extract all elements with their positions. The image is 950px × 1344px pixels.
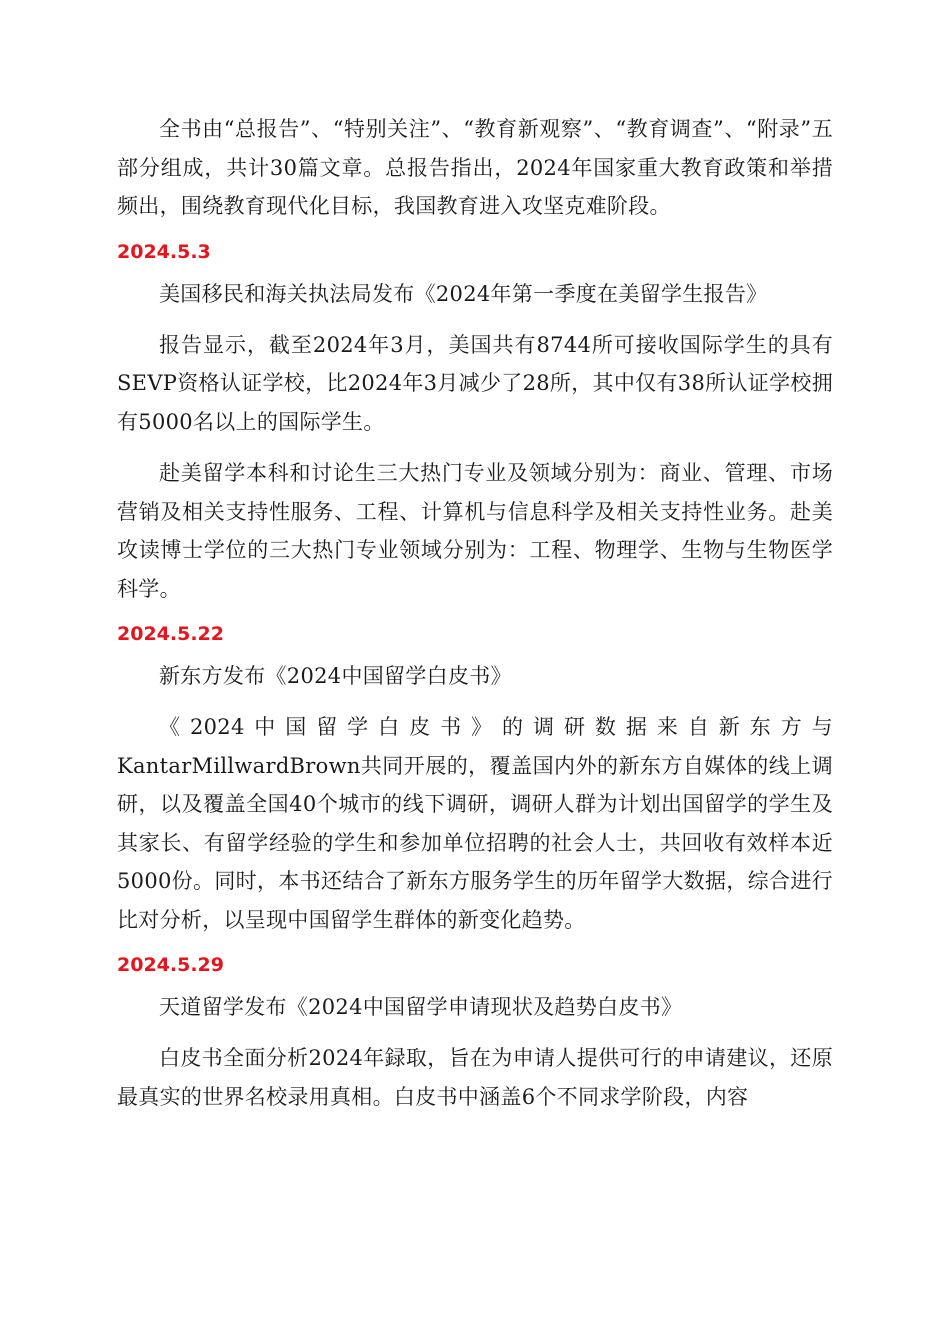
entry-paragraph: 《2024中国留学白皮书》的调研数据来自新东方与KantarMillwardBrown共同开展的，覆盖国内外的新东方自媒体的线上调研，以及覆盖全国40个城市的线下调研，调研人群为计划出国留学的学生及其家长、有留学经验的学生和参加单位招聘的社会人士，共回收有效样本近5000份。同时，本书还结合了新东方服务学生的历年留学大数据，综合进行比对分析，以呈现中国留学生群体的新变化趋势。: [117, 715, 833, 932]
entry-3: [117, 952, 833, 1116]
document-body: [117, 110, 833, 1129]
entry-headline: 新东方发布《2024中国留学白皮书》: [159, 664, 512, 688]
entry-headline: 天道留学发布《2024中国留学申请现状及趋势白皮书》: [159, 995, 683, 1019]
entry-paragraph: 赴美留学本科和讨论生三大热门专业及领域分别为：商业、管理、市场营销及相关支持性服务、工程、计算机与信息科学及相关支持性业务。赴美攻读博士学位的三大热门专业领域分别为：工程、物理学、生物与生物医学科学。: [117, 461, 833, 601]
entry-1: [117, 239, 833, 609]
entry-date: 2024.5.22: [117, 623, 224, 645]
entry-date: 2024.5.3: [117, 240, 211, 263]
entry-paragraph: 白皮书全面分析2024年録取，旨在为申请人提供可行的申请建议，还原最真实的世界名校录用真相。白皮书中涵盖6个不同求学阶段，内容: [117, 1046, 833, 1109]
entry-headline: 美国移民和海关执法局发布《2024年第一季度在美留学生报告》: [159, 281, 768, 306]
entry-2: [117, 621, 833, 939]
entry-date: 2024.5.29: [117, 954, 224, 976]
intro-paragraph: 全书由“总报告”、“特别关注”、“教育新观察”、“教育调查”、“附录”五部分组成，共计30篇文章。总报告指出，2024年国家重大教育政策和举措频出，围绕教育现代化目标，我国教育进入攻坚克难阶段。: [117, 117, 833, 218]
entry-paragraph: 报告显示，截至2024年3月，美国共有8744所可接收国际学生的具有SEVP资格认证学校，比2024年3月减少了28所，其中仅有38所认证学校拥有5000名以上的国际学生。: [117, 332, 833, 434]
